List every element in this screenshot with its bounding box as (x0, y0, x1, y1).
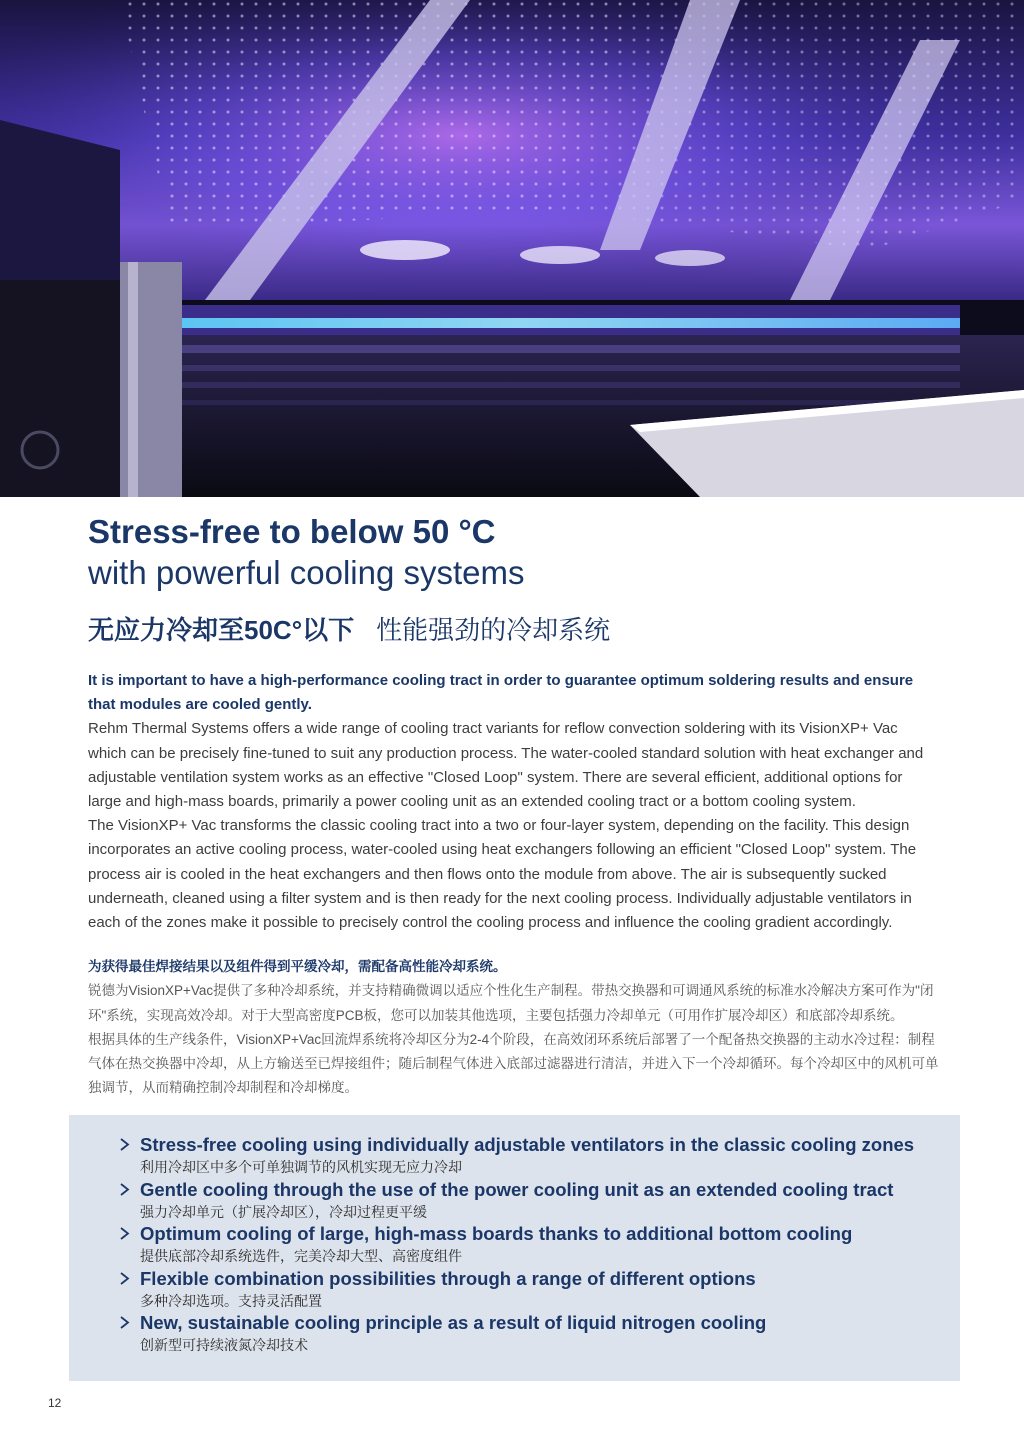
feature-en: Stress-free cooling using individually adjustable ventilators in the classic cooling zones (140, 1134, 915, 1155)
chevron-right-icon (118, 1272, 131, 1285)
english-paragraph-1: Rehm Thermal Systems offers a wide range of cooling tract variants for reflow convection soldering with its VisionXP+ Vac which can be precisely fine-tuned to suit any production process. The water-cooled standard solution with heat exchanger and adjustable ventilation system works as an effective "Closed Loop" system. There are several efficient, additional options for large and high-mass boards, primarily a power cooling unit as an extended cooling tract or a bottom cooling system. (88, 720, 924, 811)
chinese-paragraph-1: 锐德为VisionXP+Vac提供了多种冷却系统，并支持精确微调以适应个性化生产制程。带热交换器和可调通风系统的标准水冷解决方案可作为"闭环"系统，实现高效冷却。对于大型高密度PCB板，您可以加装其他选项，主要包括强力冷却单元（可用作扩展冷却区）和底部冷却系统。 (88, 983, 934, 1023)
reflow-oven-photo (0, 0, 1024, 497)
feature-cn: 提供底部冷却系统选件，完美冷却大型、高密度组件 (140, 1248, 462, 1265)
english-lead: It is important to have a high-performance cooling tract in order to guarantee optimum soldering results and ensure that modules are cooled gently. (88, 672, 914, 714)
feature-item (117, 1133, 937, 1178)
english-paragraph-2: The VisionXP+ Vac transforms the classic cooling tract into a two or four-layer system, depending on the facility. This design incorporates an active cooling process, water-cooled using heat exchangers following an efficient "Closed Loop" system. The process air is cooled in the heat exchangers and then flows onto the module from above. The air is subsequently sucked underneath, cleaned using a filter system and is then ready for the next cooling process. Individually adjustable ventilators in each of the zones make it possible to precisely control the cooling process and influence the cooling gradient accordingly. (88, 817, 917, 932)
hero-photo (0, 0, 1024, 497)
english-body (88, 669, 934, 935)
feature-box (69, 1115, 960, 1381)
chinese-lead: 为获得最佳焊接结果以及组件得到平缓冷却，需配备高性能冷却系统。 (88, 959, 507, 974)
chinese-body (88, 955, 944, 1101)
feature-cn: 利用冷却区中多个可单独调节的风机实现无应力冷却 (140, 1159, 462, 1175)
feature-cn: 强力冷却单元（扩展冷却区），冷却过程更平缓 (140, 1203, 427, 1220)
headline-chinese-light: 性能强劲的冷却系统 (376, 615, 611, 645)
headline-bold: Stress-free to below 50 °C (88, 513, 496, 550)
feature-item (117, 1267, 937, 1312)
headline-light: with powerful cooling systems (88, 554, 525, 591)
page-number: 12 (48, 1396, 62, 1410)
feature-item (117, 1222, 937, 1267)
feature-en: Gentle cooling through the use of the power cooling unit as an extended cooling tract (140, 1178, 894, 1200)
chevron-right-icon (118, 1183, 131, 1196)
chevron-right-icon (118, 1138, 131, 1151)
chinese-paragraph-2: 根据具体的生产线条件，VisionXP+Vac回流焊系统将冷却区分为2-4个阶段，在高效闭环系统后部署了一个配备热交换器的主动水冷过程：制程气体在热交换器中冷却，从上方输送至已焊接组件；随后制程气体进入底部过滤器进行清洁，并进入下一个冷却循环。每个冷却区中的风机可单独调节，从而精确控制冷却制程和冷却梯度。 (88, 1031, 939, 1096)
feature-item (117, 1178, 937, 1223)
feature-en: Optimum cooling of large, high-mass boards thanks to additional bottom cooling (140, 1223, 853, 1245)
feature-en: New, sustainable cooling principle as a result of liquid nitrogen cooling (140, 1312, 767, 1334)
feature-cn: 多种冷却选项。支持灵活配置 (140, 1292, 322, 1309)
feature-item (117, 1311, 937, 1356)
headline-chinese-bold: 无应力冷却至50C°以下 (88, 615, 355, 645)
feature-en: Flexible combination possibilities through a range of different options (140, 1267, 756, 1289)
feature-cn: 创新型可持续液氮冷却技术 (140, 1337, 308, 1354)
chevron-right-icon (118, 1316, 131, 1329)
feature-list (117, 1133, 937, 1356)
chevron-right-icon (118, 1227, 131, 1240)
headline-chinese (88, 610, 610, 650)
